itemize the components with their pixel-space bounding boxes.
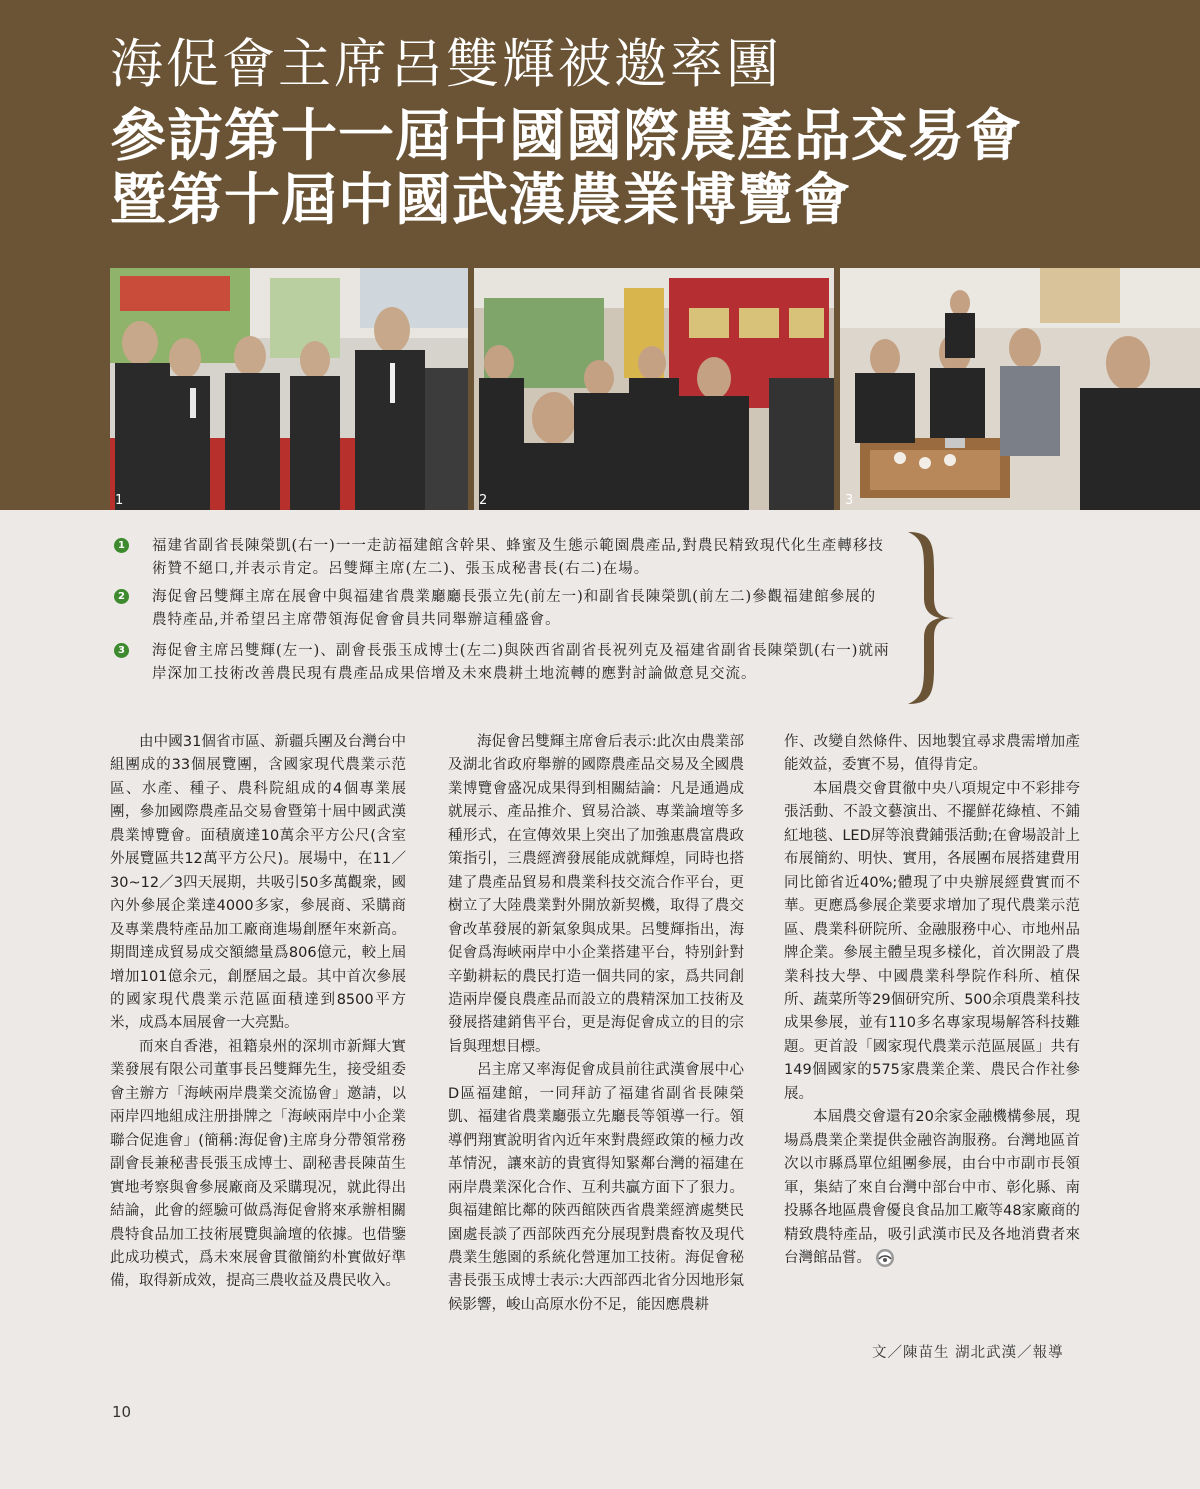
photo-number-1: 1: [115, 493, 124, 508]
article-column-2: [448, 731, 744, 1317]
paragraph-text: 本屆農交會還有20余家金融機構參展，現場爲農業企業提供金融咨詢服務。台灣地區首次以市縣爲單位組團參展，由台中市副市長領軍，集結了來自台灣中部台中市、彰化縣、南投縣各地區農會優良食品加工廠等48家廠商的精致農特產品，吸引武漢市民及各地消費者來台灣館品嘗。: [784, 1109, 1080, 1266]
paragraph: 本屆農交會貫徹中央八項規定中不彩排夸張活動、不設文藝演出、不擺鮮花綠植、不鋪紅地毯、LED屏等浪費鋪張活動;在會場設計上布展簡約、明快、實用，各展團布展搭建費用同比節省近40%;體現了中央辦展經費實而不華。更應爲參展企業要求增加了現代農業示范區、農業科研院所、金融服務中心、市地州品牌企業。參展主體呈現多樣化，首次開設了農業科技大學、中國農業科學院作科所、植保所、蔬菜所等29個研究所、500余項農業科技成果參展，並有110多名專家現場解答科技難題。更首設「國家現代農業示范區展區」共有149個國家的575家農業企業、農民合作社參展。: [784, 780, 1080, 1102]
title-line-1: 海促會主席呂雙輝被邀率團: [110, 34, 782, 95]
brace-decoration: [900, 528, 960, 708]
paragraph: 海促會呂雙輝主席會后表示:此次由農業部及湖北省政府舉辦的國際農產品交易及全國農業博覽會盛况成果得到相關結論：凡是通過成就展示、產品推介、貿易洽談、專業論壇等多種形式，在宣傳效果上突出了加強惠農富農政策指引，三農經濟發展能成就輝煌，同時也搭建了農產品貿易和農業科技交流合作平台，更樹立了大陸農業對外開放新契機，取得了農交會改革發展的新氣象與成果。呂雙輝指出，海促會爲海峽兩岸中小企業搭建平台，特别針對辛勤耕耘的農民打造一個共同的家，爲共同創造兩岸優良農產品而設立的農精深加工技術及發展搭建銷售平台，更是海促會成立的目的宗旨與理想目標。: [448, 734, 744, 1055]
caption-text: 海促會呂雙輝主席在展會中與福建省農業廳廳長張立先(前左一)和副省長陳榮凱(前左二)參觀福建館參展的農特產品,并希望呂主席帶領海促會會員共同舉辦這種盛會。: [152, 589, 877, 628]
title-line-3: 暨第十屆中國武漢農業博覽會: [110, 168, 851, 233]
paragraph: 呂主席又率海促會成員前往武漢會展中心D區福建館，一同拜訪了福建省副省長陳榮凱、福建省農業廳張立先廳長等領導一行。領導們翔實說明省內近年來對農經政策的極力改革情況，讓來訪的貴賓得知緊鄰台灣的福建在兩岸農業深化合作、互利共贏方面下了狠力。與福建館比鄰的陝西館陝西省農業經濟處樊民園處長談了西部陝西充分展現對農畜牧及現代農業生態園的系統化營運加工技術。海促會秘書長張玉成博士表示:大西部西北省分因地形氣候影響，峻山高原水份不足，能因應農耕: [448, 1062, 744, 1313]
photo-number-2: 2: [479, 493, 488, 508]
page-number: 10: [112, 1403, 132, 1421]
paragraph: [784, 1106, 1080, 1270]
caption-bullet: 2: [114, 589, 129, 604]
photo-officials-tea-table: [840, 268, 1200, 510]
photo-officials-booth: [474, 268, 834, 510]
paragraph: 而來自香港，祖籍泉州的深圳市新輝大實業發展有限公司董事長呂雙輝先生，接受組委會主辦方「海峽兩岸農業交流協會」邀請，以兩岸四地組成注册掛牌之「海峽兩岸中小企業聯合促進會」(簡稱:海促會)主席身分帶領常務副會長兼秘書長張玉成博士、副秘書長陳苗生實地考察與會參展廠商及采購現况，就此得出結論，此會的經驗可做爲海促會將來承辦相關農特食品加工技術展覽與論壇的依據。也借鑒此成功模式，爲未來展會貫徹簡約朴實做好準備，取得新成效，提高三農收益及農民收入。: [110, 1038, 406, 1290]
article-column-1: [110, 731, 406, 1294]
article-byline: 文／陳苗生 湖北武漢／報導: [872, 1345, 1064, 1361]
end-mark-logo-icon: [875, 1248, 895, 1268]
caption-text: 海促會主席呂雙輝(左一)、副會長張玉成博士(左二)與陝西省副省長祝列克及福建省副省長陳榮凱(右一)就兩岸深加工技術改善農民現有農產品成果倍增及未來農耕土地流轉的應對討論做意見交流。: [152, 643, 890, 682]
caption-bullet: 3: [114, 643, 129, 658]
title-line-2: 參訪第十一屆中國國際農產品交易會: [110, 104, 1022, 169]
paragraph: 作、改變自然條件、因地製宜尋求農需增加產能效益，委實不易，值得肯定。: [784, 734, 1080, 774]
caption-text: 福建省副省長陳榮凱(右一)一一走訪福建館含幹果、蜂蜜及生態示範園農產品,對農民精致現代化生產轉移技術贊不絕口,并表示肯定。呂雙輝主席(左二)、張玉成秘書長(右二)在場。: [152, 538, 884, 577]
photo-officials-walking: [110, 268, 468, 510]
photo-number-3: 3: [845, 493, 854, 508]
paragraph: 由中國31個省市區、新疆兵團及台灣台中組團成的33個展覽團，含國家現代農業示范區、水產、種子、農科院組成的4個專業展團，參加國際農產品交易會暨第十屆中國武漢農業博覽會。面積廣達10萬余平方公尺(含室外展覽區共12萬平方公尺)。展場中，在11／30~12／3四天展期，共吸引50多萬觀衆，國內外參展企業達4000多家，參展商、采購商及專業農特產品加工廠商進場創歷年來新高。期間達成貿易成交額總量爲806億元，較上屆增加101億余元，創歷屆之最。其中首次參展的國家現代農業示范區面積達到8500平方米，成爲本屆展會一大亮點。: [110, 734, 406, 1032]
caption-bullet: 1: [114, 538, 129, 553]
article-column-3: [784, 731, 1080, 1270]
